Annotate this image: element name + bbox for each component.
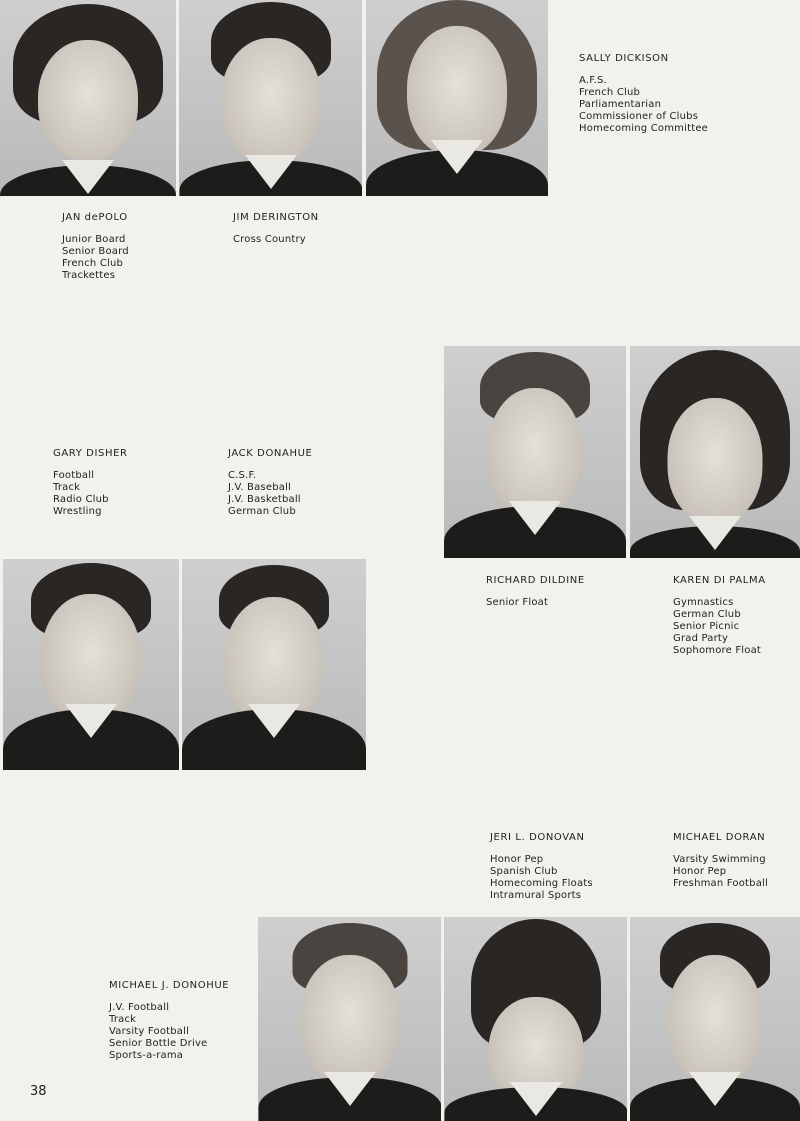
activity: Intramural Sports <box>490 890 582 901</box>
student-entry-jack-donahue <box>228 448 312 518</box>
activity-list <box>233 234 319 246</box>
activity: Commissioner of Clubs <box>579 111 699 122</box>
activity: Spanish Club <box>490 866 558 877</box>
portrait-jeri-l-donovan <box>444 917 627 1121</box>
student-name: RICHARD DILDINE <box>486 575 585 586</box>
page-number: 38 <box>30 1084 47 1099</box>
activity-list <box>62 234 129 282</box>
activity: A.F.S. <box>579 75 607 86</box>
activity: German Club <box>228 506 296 517</box>
activity: Grad Party <box>673 633 729 644</box>
activity: Freshman Football <box>673 878 768 889</box>
activity-list <box>486 597 585 609</box>
activity: C.S.F. <box>228 470 257 481</box>
portrait-michael-j-donohue <box>258 917 441 1121</box>
student-entry-jeri-l-donovan <box>490 832 593 902</box>
student-entry-karen-di-palma <box>673 575 766 657</box>
activity: Junior Board <box>62 234 126 245</box>
student-name: JERI L. DONOVAN <box>490 832 585 843</box>
activity: French Club <box>579 87 641 98</box>
activity: Gymnastics <box>673 597 734 608</box>
activity: Track <box>53 482 81 493</box>
student-entry-gary-disher <box>53 448 128 518</box>
student-name: JAN dePOLO <box>62 212 128 223</box>
activity-list <box>228 470 312 518</box>
activity-list <box>53 470 128 518</box>
student-entry-sally-dickison <box>579 53 708 135</box>
activity: Honor Pep <box>673 866 727 877</box>
student-name: MICHAEL J. DONOHUE <box>109 980 230 991</box>
activity: Senior Picnic <box>673 621 740 632</box>
activity: J.V. Basketball <box>228 494 301 505</box>
activity: Wrestling <box>53 506 102 517</box>
portrait-sally-dickison <box>366 0 548 196</box>
portrait-richard-dildine <box>444 346 626 558</box>
student-entry-jan-depolo <box>62 212 129 282</box>
activity: Varsity Swimming <box>673 854 766 865</box>
activity: Varsity Football <box>109 1026 190 1037</box>
activity: Radio Club <box>53 494 109 505</box>
activity-list <box>673 597 766 657</box>
activity: Sophomore Float <box>673 645 762 656</box>
activity: J.V. Baseball <box>228 482 292 493</box>
student-name: JIM DERINGTON <box>233 212 319 223</box>
student-entry-richard-dildine <box>486 575 585 609</box>
student-entry-jim-derington <box>233 212 319 246</box>
portrait-jan-depolo <box>0 0 176 196</box>
activity: Sports-a-rama <box>109 1050 184 1061</box>
activity: J.V. Football <box>109 1002 170 1013</box>
activity-list <box>673 854 768 890</box>
portrait-gary-disher <box>3 559 179 770</box>
activity: Football <box>53 470 95 481</box>
activity: German Club <box>673 609 741 620</box>
activity: Parliamentarian <box>579 99 662 110</box>
activity: French Club <box>62 258 124 269</box>
activity: Senior Board <box>62 246 129 257</box>
portrait-jim-derington <box>179 0 362 196</box>
activity-list <box>490 854 593 902</box>
student-name: GARY DISHER <box>53 448 128 459</box>
activity: Trackettes <box>62 270 116 281</box>
portrait-karen-di-palma <box>630 346 800 558</box>
activity: Senior Float <box>486 597 549 608</box>
activity-list <box>579 75 708 135</box>
student-entry-michael-doran <box>673 832 768 890</box>
student-name: SALLY DICKISON <box>579 53 669 64</box>
activity-list <box>109 1002 229 1062</box>
activity: Senior Bottle Drive <box>109 1038 208 1049</box>
student-name: MICHAEL DORAN <box>673 832 766 843</box>
activity: Cross Country <box>233 234 306 245</box>
activity: Homecoming Committee <box>579 123 709 134</box>
student-name: KAREN DI PALMA <box>673 575 766 586</box>
student-name: JACK DONAHUE <box>228 448 313 459</box>
activity: Track <box>109 1014 137 1025</box>
activity: Honor Pep <box>490 854 544 865</box>
activity: Homecoming Floats <box>490 878 593 889</box>
portrait-michael-doran <box>630 917 800 1121</box>
student-entry-michael-j-donohue <box>109 980 229 1062</box>
portrait-jack-donahue <box>182 559 366 770</box>
